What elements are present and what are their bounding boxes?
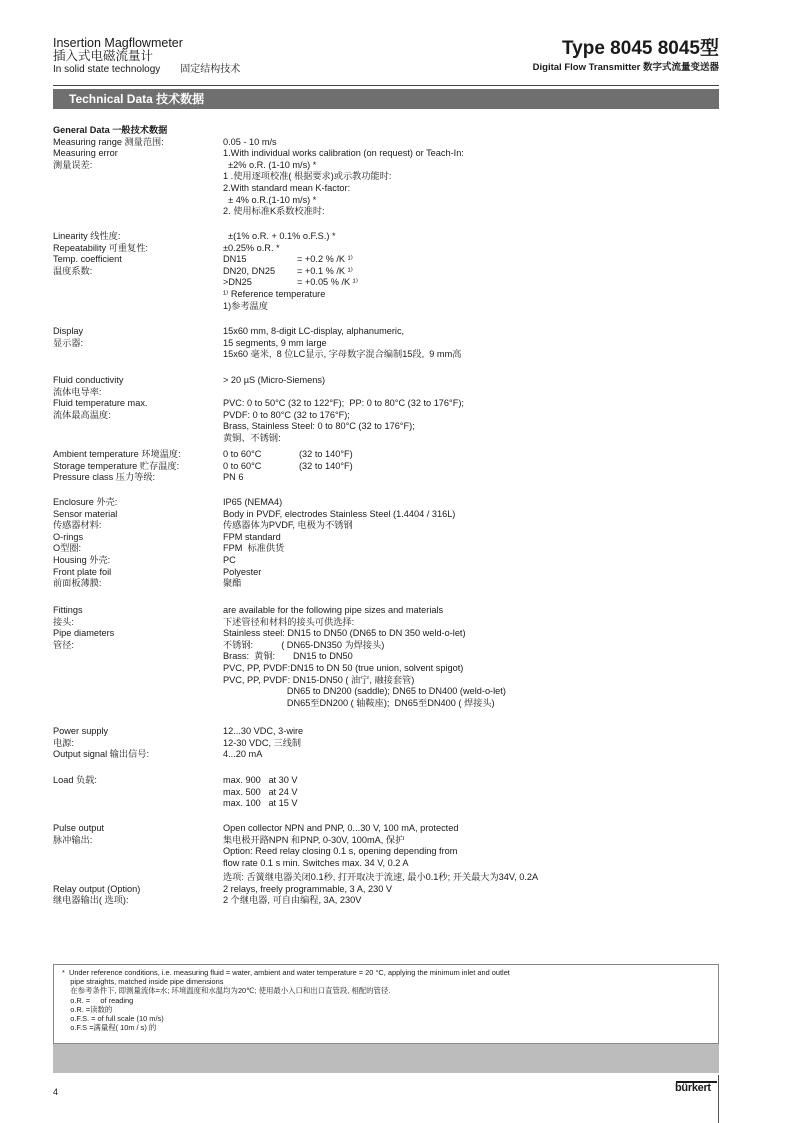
value-line: max. 900 at 30 V: [223, 775, 298, 785]
row-4-label: [53, 449, 221, 484]
footnote-line: o.F.S =满量程( 10m / s) 的: [62, 1023, 157, 1033]
value-line: max. 100 at 15 V: [223, 798, 298, 809]
row-2-value: [223, 326, 703, 361]
footnote-line: o.F.S. = of full scale (10 m/s): [62, 1014, 164, 1024]
value-line: > 20 µS (Micro-Siemens): [223, 375, 326, 385]
type-title: Type 8045 8045型: [561, 38, 719, 59]
value-line: Stainless steel: DN15 to DN50 (DN65 to DN 350 weld-o-let): [223, 628, 466, 639]
technology-cn: 固定结构技术: [180, 64, 241, 75]
value-line: 12-30 VDC, 三线制: [223, 737, 302, 748]
label-line: Relay output (Option): [53, 883, 141, 894]
row-8-label: [53, 775, 221, 787]
footnote-line: pipe straights, matched inside pipe dimensions: [62, 977, 224, 987]
value-line: PC: [223, 554, 236, 565]
label-line: O型圈:: [53, 543, 82, 554]
row-7-value: [223, 726, 703, 761]
document-header-left: [53, 37, 240, 76]
value-line: 下述管径和材料的接头可供选择:: [223, 616, 355, 627]
label-line: Pulse output: [53, 823, 105, 833]
value-key: 0 to 60°C: [223, 449, 262, 459]
value-line: Open collector NPN and PNP, 0...30 V, 100 mA, protected: [223, 823, 459, 833]
row-6-value: [223, 605, 703, 709]
value-line: ±(1% o.R. + 0.1% o.F.S.) *: [223, 231, 336, 241]
footnote-line: o.R. =读数的: [62, 1004, 113, 1014]
value-line: FPM standard: [223, 531, 281, 542]
label-line: Repeatability 可重复性:: [53, 242, 148, 253]
footer-vertical-rule: [718, 1075, 719, 1123]
value-line: [223, 254, 703, 266]
label-line: Pipe diameters: [53, 628, 115, 639]
label-line: Ambient temperature 环境温度:: [53, 449, 181, 459]
technology-en: In solid state technology: [53, 64, 161, 75]
value-line: flow rate 0.1 s min. Switches max. 34 V, 0.2 A: [223, 857, 409, 868]
value-line: 2.With standard mean K-factor:: [223, 182, 351, 193]
value-line: [223, 266, 703, 278]
footnote-line: o.R. = of reading: [62, 995, 134, 1005]
value-line: Option: Reed relay closing 0.1 s, opening depending from: [223, 846, 458, 857]
label-line: 流体电导率:: [53, 386, 102, 397]
value-line: 0.05 - 10 m/s: [223, 136, 277, 147]
value-line: 12...30 VDC, 3-wire: [223, 726, 304, 736]
value-line: 2 个继电器, 可自由编程, 3A, 230V: [223, 895, 362, 906]
value-line: FPM 标准供货: [223, 543, 285, 554]
footnote-line: * Under reference conditions, i.e. measuring fluid = water, ambient and water temperature = 20 °C, applying the minimum inlet and outlet: [62, 968, 510, 977]
label-line: Power supply: [53, 726, 109, 736]
label-line: Output signal 输出信号:: [53, 749, 149, 760]
value-line: ±0.25% o.R. *: [223, 242, 280, 253]
page-number: 4: [53, 1087, 59, 1097]
row-3-label: [53, 375, 221, 421]
row-1-label: [53, 231, 221, 277]
label-line: 温度系数:: [53, 265, 93, 276]
row-6-label: [53, 605, 221, 651]
type-subtitle: Digital Flow Transmitter 数字式流量变送器: [532, 62, 719, 73]
value-line: 不锈钢: ( DN65-DN350 为焊接头): [223, 639, 385, 650]
value-line: max. 500 at 24 V: [223, 786, 298, 797]
label-line: 脉冲输出:: [53, 834, 93, 845]
value-line: Brass: 黄铜: DN15 to DN50: [223, 651, 353, 662]
value-line: 1)参考温度: [223, 300, 268, 311]
value-val: = +0.2 % /K ¹⁾: [297, 254, 353, 265]
row-9-label: [53, 823, 221, 846]
value-key: DN15: [223, 254, 247, 265]
value-line: 15 segments, 9 mm large: [223, 337, 327, 348]
value-line: PVDF: 0 to 80°C (32 to 176°F);: [223, 409, 350, 420]
row-4-value: [223, 449, 703, 484]
product-title-cn: 插入式电磁流量计: [53, 49, 154, 63]
row-2-label: [53, 326, 221, 349]
row-7-label: [53, 726, 221, 761]
footer-gray-bar: [53, 1044, 719, 1073]
label-line: Load 负载:: [53, 775, 97, 785]
value-line: 2 relays, freely programmable, 3 A, 230 V: [223, 883, 393, 894]
row-5-label: [53, 497, 221, 590]
label-line: Storage temperature 贮存温度:: [53, 460, 180, 471]
burkert-logo: bürkert: [675, 1082, 711, 1094]
value-key: >DN25: [223, 277, 252, 288]
label-line: 流体最高温度:: [53, 409, 111, 420]
value-line: Polyester: [223, 566, 262, 577]
row-10-value: [223, 872, 703, 907]
row-3-value: [223, 375, 703, 445]
value-line: 传感器体为PVDF, 电极为不锈钢: [223, 520, 353, 531]
value-line: 聚酯: [223, 578, 242, 589]
value-line: 黄铜、不锈钢:: [223, 432, 281, 443]
label-line: Fluid temperature max.: [53, 398, 148, 409]
value-val: (32 to 140°F): [299, 460, 353, 471]
label-line: Measuring error: [53, 148, 118, 159]
value-line: Brass, Stainless Steel: 0 to 80°C (32 to 176°F);: [223, 421, 415, 432]
label-line: 显示器:: [53, 337, 84, 348]
value-val: = +0.05 % /K ¹⁾: [297, 277, 358, 288]
label-line: 测量误差:: [53, 159, 93, 170]
value-line: [223, 277, 703, 289]
value-line: IP65 (NEMA4): [223, 497, 283, 507]
value-line: are available for the following pipe sizes and materials: [223, 605, 444, 615]
value-line: [223, 125, 703, 137]
value-line: 4...20 mA: [223, 749, 263, 760]
header-divider: [53, 85, 719, 86]
value-line: 选项: 舌簧继电器关闭0.1秒, 打开取决于流速, 最小0.1秒; 开关最大为34V, 0.2A: [223, 872, 539, 882]
label-line: 接头:: [53, 616, 74, 627]
row-0-label: [53, 125, 221, 171]
value-line: [223, 449, 703, 461]
label-line: Fittings: [53, 605, 83, 615]
label-line: [53, 872, 221, 884]
value-line: [223, 387, 703, 399]
value-key: 0 to 60°C: [223, 460, 262, 471]
label-line: 传感器材料:: [53, 520, 102, 531]
label-line: Measuring range 测量范围:: [53, 136, 164, 147]
label-line: Housing 外壳:: [53, 554, 111, 565]
label-line: Linearity 线性度:: [53, 231, 121, 241]
value-line: 2. 使用标准K系数校准时:: [223, 206, 325, 217]
product-title-en: Insertion Magflowmeter: [53, 36, 183, 50]
row-0-value: [223, 125, 703, 218]
value-line: DN65 to DN200 (saddle); DN65 to DN400 (weld-o-let): [223, 686, 506, 697]
value-line: ¹⁾ Reference temperature: [223, 288, 326, 299]
label-line: 管径:: [53, 639, 74, 650]
row-1-value: [223, 231, 703, 312]
label-line: Temp. coefficient: [53, 254, 122, 265]
label-line: Pressure class 压力等级:: [53, 472, 156, 483]
value-line: PVC, PP, PVDF: DN15-DN50 ( 油宁, 融接套管): [223, 674, 415, 685]
label-line: Display: [53, 326, 84, 336]
footnote-box: [53, 964, 719, 1044]
section-banner: Technical Data 技术数据: [53, 89, 719, 109]
value-line: Body in PVDF, electrodes Stainless Steel (1.4404 / 316L): [223, 508, 456, 519]
value-val: = +0.1 % /K ¹⁾: [297, 265, 353, 276]
row-5-value: [223, 497, 703, 590]
document-header-right: [533, 38, 719, 74]
row-10-label: [53, 872, 221, 907]
row-8-value: [223, 775, 703, 810]
label-line: 前面板薄膜:: [53, 578, 102, 589]
label-line: 继电器输出( 选项):: [53, 895, 129, 906]
label-line: Front plate foil: [53, 566, 112, 577]
label-line: General Data 一般技术数据: [53, 125, 168, 135]
value-line: 1 .使用逐项校准( 根据要求)或示教功能时:: [223, 171, 392, 182]
value-line: [223, 461, 703, 473]
label-line: O-rings: [53, 531, 84, 542]
value-line: ±2% o.R. (1-10 m/s) *: [223, 159, 317, 170]
value-line: 1.With individual works calibration (on request) or Teach-In:: [223, 148, 464, 159]
value-key: DN20, DN25: [223, 265, 276, 276]
label-line: Sensor material: [53, 508, 118, 519]
value-val: (32 to 140°F): [299, 449, 353, 459]
technology-line: [53, 64, 240, 76]
value-line: 15x60 毫米, 8 位LC显示, 字母数字混合编制15段, 9 mm高: [223, 349, 462, 360]
label-line: 电源:: [53, 737, 74, 748]
label-line: Fluid conductivity: [53, 375, 124, 385]
value-line: 15x60 mm, 8-digit LC-display, alphanumeric,: [223, 326, 405, 336]
value-line: DN65至DN200 ( 轴鞍座); DN65至DN400 ( 焊接头): [223, 697, 495, 708]
value-line: PVC: 0 to 50°C (32 to 122°F); PP: 0 to 80°C (32 to 176°F);: [223, 398, 464, 409]
value-line: 集电极开路NPN 和PNP, 0-30V, 100mA, 保护: [223, 834, 405, 845]
row-9-value: [223, 823, 703, 869]
value-line: PN 6: [223, 472, 244, 483]
label-line: Enclosure 外壳:: [53, 497, 118, 507]
value-line: PVC, PP, PVDF:DN15 to DN 50 (true union, solvent spigot): [223, 662, 464, 673]
value-line: ± 4% o.R.(1-10 m/s) *: [223, 194, 317, 205]
footnote-line: 在参考条件下, 即测量流体=水; 环境温度和水温均为20℃; 使用最小入口和出口直管段, 相配的管径.: [62, 986, 391, 996]
